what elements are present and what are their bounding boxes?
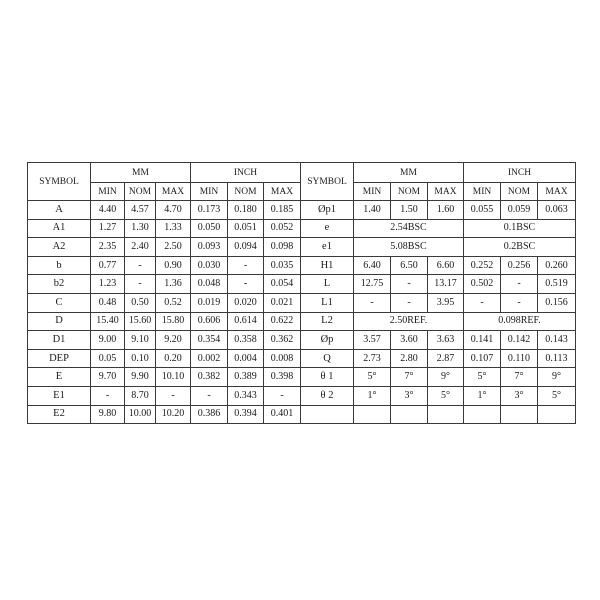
right-in-nom-cell: 0.059 (501, 201, 538, 220)
left-mm-min-cell: 0.48 (91, 293, 125, 312)
left-mm-max-cell: 4.70 (156, 201, 191, 220)
left-symbol-cell: E1 (28, 386, 91, 405)
right-in-min-cell: 0.107 (464, 349, 501, 368)
left-mm-max-header: MAX (156, 183, 191, 201)
left-in-min-cell: 0.048 (191, 275, 228, 294)
left-in-nom-cell: 0.051 (228, 219, 264, 238)
table-row (28, 312, 576, 331)
left-mm-min-cell: 0.05 (91, 349, 125, 368)
right-symbol-cell: θ 2 (301, 386, 354, 405)
right-mm-span-cell: 5.08BSC (354, 238, 464, 257)
package-dimension-table (27, 162, 576, 424)
left-symbol-cell: E (28, 368, 91, 387)
right-in-nom-cell (501, 405, 538, 424)
left-mm-max-cell: 1.33 (156, 219, 191, 238)
left-mm-max-cell: 0.20 (156, 349, 191, 368)
right-inch-span-cell: 0.098REF. (464, 312, 576, 331)
right-symbol-cell: Øp (301, 331, 354, 350)
left-in-min-cell: 0.354 (191, 331, 228, 350)
right-mm-min-cell (354, 405, 391, 424)
right-symbol-cell: L1 (301, 293, 354, 312)
left-in-max-cell: 0.401 (264, 405, 301, 424)
left-in-nom-cell: 0.358 (228, 331, 264, 350)
left-in-min-cell: 0.030 (191, 256, 228, 275)
right-mm-min-cell: - (354, 293, 391, 312)
right-in-max-cell: 0.063 (538, 201, 576, 220)
left-in-min-cell: 0.386 (191, 405, 228, 424)
left-mm-max-cell: 2.50 (156, 238, 191, 257)
left-in-max-cell: 0.098 (264, 238, 301, 257)
left-mm-nom-cell: 15.60 (125, 312, 156, 331)
right-inch-nom-header: NOM (501, 183, 538, 201)
left-inch-nom-header: NOM (228, 183, 264, 201)
right-in-min-cell: 0.252 (464, 256, 501, 275)
left-mm-nom-cell: 9.10 (125, 331, 156, 350)
right-symbol-cell (301, 405, 354, 424)
right-mm-nom-cell: - (391, 293, 428, 312)
left-in-min-cell: - (191, 386, 228, 405)
left-mm-min-cell: 4.40 (91, 201, 125, 220)
right-symbol-cell: Q (301, 349, 354, 368)
table-row (28, 368, 576, 387)
right-symbol-header: SYMBOL (301, 163, 354, 201)
left-in-max-cell: 0.185 (264, 201, 301, 220)
table-row (28, 275, 576, 294)
left-symbol-cell: C (28, 293, 91, 312)
right-in-nom-cell: 3° (501, 386, 538, 405)
table-row (28, 349, 576, 368)
left-in-max-cell: 0.052 (264, 219, 301, 238)
left-in-min-cell: 0.050 (191, 219, 228, 238)
right-in-nom-cell: - (501, 293, 538, 312)
left-mm-nom-cell: - (125, 275, 156, 294)
left-in-max-cell: 0.021 (264, 293, 301, 312)
left-symbol-cell: DEP (28, 349, 91, 368)
left-inch-max-header: MAX (264, 183, 301, 201)
right-mm-min-header: MIN (354, 183, 391, 201)
left-mm-nom-cell: 0.10 (125, 349, 156, 368)
left-symbol-cell: A2 (28, 238, 91, 257)
left-mm-header: MM (91, 163, 191, 183)
right-mm-nom-cell: - (391, 275, 428, 294)
left-mm-max-cell: 10.20 (156, 405, 191, 424)
right-mm-min-cell: 6.40 (354, 256, 391, 275)
table-row (28, 256, 576, 275)
right-mm-span-cell: 2.50REF. (354, 312, 464, 331)
right-mm-nom-cell: 3.60 (391, 331, 428, 350)
right-in-max-cell: 0.260 (538, 256, 576, 275)
right-mm-nom-cell: 2.80 (391, 349, 428, 368)
right-mm-span-cell: 2.54BSC (354, 219, 464, 238)
right-in-nom-cell: 0.142 (501, 331, 538, 350)
right-mm-max-cell: 3.95 (428, 293, 464, 312)
table-row (28, 201, 576, 220)
right-mm-nom-cell: 1.50 (391, 201, 428, 220)
right-in-max-cell (538, 405, 576, 424)
left-in-nom-cell: 0.389 (228, 368, 264, 387)
left-inch-min-header: MIN (191, 183, 228, 201)
left-mm-nom-cell: 8.70 (125, 386, 156, 405)
right-in-nom-cell: 7° (501, 368, 538, 387)
right-in-min-cell: 0.141 (464, 331, 501, 350)
left-mm-nom-cell: 0.50 (125, 293, 156, 312)
left-mm-min-cell: 2.35 (91, 238, 125, 257)
right-symbol-cell: L (301, 275, 354, 294)
left-mm-nom-cell: 9.90 (125, 368, 156, 387)
right-mm-max-cell: 9° (428, 368, 464, 387)
right-inch-max-header: MAX (538, 183, 576, 201)
left-mm-min-cell: - (91, 386, 125, 405)
right-mm-min-cell: 1.40 (354, 201, 391, 220)
right-in-min-cell: - (464, 293, 501, 312)
right-mm-max-cell: 2.87 (428, 349, 464, 368)
left-in-min-cell: 0.019 (191, 293, 228, 312)
left-mm-max-cell: 10.10 (156, 368, 191, 387)
table-row (28, 405, 576, 424)
right-mm-header: MM (354, 163, 464, 183)
right-in-min-cell (464, 405, 501, 424)
left-symbol-cell: D1 (28, 331, 91, 350)
right-mm-nom-header: NOM (391, 183, 428, 201)
right-mm-max-cell: 3.63 (428, 331, 464, 350)
right-in-max-cell: 0.519 (538, 275, 576, 294)
left-symbol-header: SYMBOL (28, 163, 91, 201)
right-symbol-cell: e1 (301, 238, 354, 257)
right-symbol-cell: θ 1 (301, 368, 354, 387)
left-symbol-cell: b (28, 256, 91, 275)
left-in-max-cell: 0.398 (264, 368, 301, 387)
left-in-max-cell: 0.054 (264, 275, 301, 294)
left-mm-min-cell: 9.70 (91, 368, 125, 387)
right-mm-min-cell: 12.75 (354, 275, 391, 294)
right-in-min-cell: 0.502 (464, 275, 501, 294)
right-in-max-cell: 9° (538, 368, 576, 387)
left-in-nom-cell: 0.614 (228, 312, 264, 331)
left-mm-min-cell: 1.23 (91, 275, 125, 294)
right-inch-min-header: MIN (464, 183, 501, 201)
left-in-nom-cell: 0.394 (228, 405, 264, 424)
left-in-nom-cell: 0.180 (228, 201, 264, 220)
right-mm-nom-cell (391, 405, 428, 424)
left-in-max-cell: 0.035 (264, 256, 301, 275)
table-row (28, 331, 576, 350)
right-symbol-cell: e (301, 219, 354, 238)
right-in-min-cell: 0.055 (464, 201, 501, 220)
left-symbol-cell: A1 (28, 219, 91, 238)
table-row (28, 386, 576, 405)
left-mm-min-cell: 1.27 (91, 219, 125, 238)
right-mm-max-cell: 6.60 (428, 256, 464, 275)
left-mm-max-cell: - (156, 386, 191, 405)
right-in-min-cell: 5° (464, 368, 501, 387)
left-in-nom-cell: 0.020 (228, 293, 264, 312)
left-in-nom-cell: - (228, 275, 264, 294)
left-mm-min-cell: 15.40 (91, 312, 125, 331)
right-inch-span-cell: 0.1BSC (464, 219, 576, 238)
left-in-min-cell: 0.002 (191, 349, 228, 368)
left-mm-max-cell: 9.20 (156, 331, 191, 350)
left-symbol-cell: b2 (28, 275, 91, 294)
right-in-max-cell: 5° (538, 386, 576, 405)
left-mm-nom-cell: 2.40 (125, 238, 156, 257)
left-in-nom-cell: 0.343 (228, 386, 264, 405)
right-in-nom-cell: 0.256 (501, 256, 538, 275)
right-mm-nom-cell: 6.50 (391, 256, 428, 275)
right-in-max-cell: 0.113 (538, 349, 576, 368)
left-in-max-cell: - (264, 386, 301, 405)
table-row (28, 238, 576, 257)
left-in-max-cell: 0.362 (264, 331, 301, 350)
right-inch-header: INCH (464, 163, 576, 183)
right-mm-min-cell: 3.57 (354, 331, 391, 350)
left-in-nom-cell: 0.004 (228, 349, 264, 368)
right-in-max-cell: 0.156 (538, 293, 576, 312)
left-in-max-cell: 0.008 (264, 349, 301, 368)
left-in-min-cell: 0.173 (191, 201, 228, 220)
left-in-min-cell: 0.093 (191, 238, 228, 257)
left-mm-min-cell: 9.80 (91, 405, 125, 424)
right-mm-min-cell: 5° (354, 368, 391, 387)
left-inch-header: INCH (191, 163, 301, 183)
left-mm-min-header: MIN (91, 183, 125, 201)
table-row (28, 293, 576, 312)
right-symbol-cell: L2 (301, 312, 354, 331)
left-mm-nom-cell: 1.30 (125, 219, 156, 238)
right-mm-nom-cell: 3° (391, 386, 428, 405)
left-mm-max-cell: 15.80 (156, 312, 191, 331)
left-mm-nom-header: NOM (125, 183, 156, 201)
left-mm-max-cell: 0.90 (156, 256, 191, 275)
right-mm-max-cell: 5° (428, 386, 464, 405)
left-symbol-cell: D (28, 312, 91, 331)
right-mm-max-header: MAX (428, 183, 464, 201)
left-in-nom-cell: 0.094 (228, 238, 264, 257)
right-in-max-cell: 0.143 (538, 331, 576, 350)
left-in-min-cell: 0.382 (191, 368, 228, 387)
left-mm-min-cell: 9.00 (91, 331, 125, 350)
left-mm-nom-cell: - (125, 256, 156, 275)
left-in-max-cell: 0.622 (264, 312, 301, 331)
left-mm-nom-cell: 10.00 (125, 405, 156, 424)
right-in-nom-cell: 0.110 (501, 349, 538, 368)
right-mm-max-cell (428, 405, 464, 424)
left-in-min-cell: 0.606 (191, 312, 228, 331)
right-mm-max-cell: 1.60 (428, 201, 464, 220)
left-mm-max-cell: 0.52 (156, 293, 191, 312)
table-row (28, 219, 576, 238)
right-in-nom-cell: - (501, 275, 538, 294)
left-mm-nom-cell: 4.57 (125, 201, 156, 220)
right-mm-min-cell: 2.73 (354, 349, 391, 368)
right-mm-min-cell: 1° (354, 386, 391, 405)
dimension-spec-table-container (27, 162, 575, 424)
left-symbol-cell: E2 (28, 405, 91, 424)
right-symbol-cell: Øp1 (301, 201, 354, 220)
left-in-nom-cell: - (228, 256, 264, 275)
left-mm-min-cell: 0.77 (91, 256, 125, 275)
left-mm-max-cell: 1.36 (156, 275, 191, 294)
left-symbol-cell: A (28, 201, 91, 220)
right-mm-nom-cell: 7° (391, 368, 428, 387)
right-in-min-cell: 1° (464, 386, 501, 405)
header-row-1 (28, 163, 576, 183)
right-inch-span-cell: 0.2BSC (464, 238, 576, 257)
right-mm-max-cell: 13.17 (428, 275, 464, 294)
right-symbol-cell: H1 (301, 256, 354, 275)
